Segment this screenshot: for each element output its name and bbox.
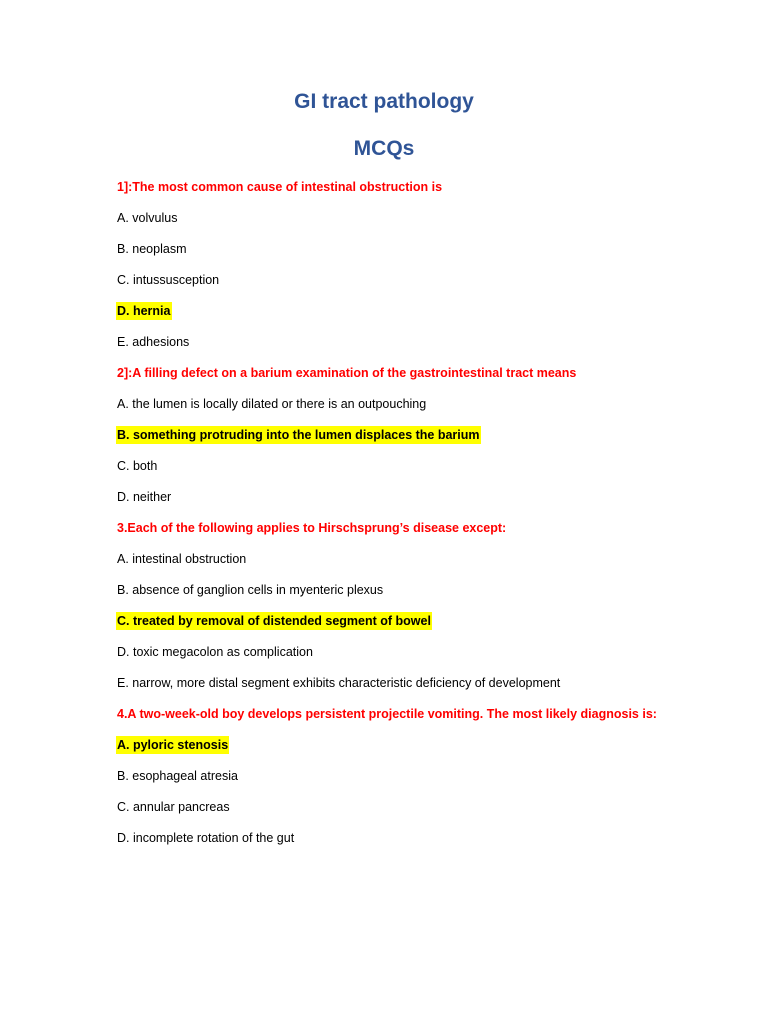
q3-option-c-correct: C. treated by removal of distended segment of bowel [117, 614, 431, 628]
q4-option-c: C. annular pancreas [117, 800, 230, 814]
q2-option-d: D. neither [117, 490, 172, 504]
q1-option-d-correct: D. hernia [117, 304, 171, 318]
question-list [116, 178, 736, 860]
question-3: 3.Each of the following applies to Hirschsprung’s disease except: [117, 521, 507, 535]
q1-option-e: E. adhesions [117, 335, 190, 349]
q3-option-a: A. intestinal obstruction [117, 552, 247, 566]
q4-option-a-correct: A. pyloric stenosis [117, 738, 229, 752]
page-title: GI tract pathology [294, 90, 474, 113]
q3-option-e: E. narrow, more distal segment exhibits characteristic deficiency of development [117, 676, 561, 690]
q4-option-b: B. esophageal atresia [117, 769, 238, 783]
q2-option-b-correct: B. something protruding into the lumen displaces the barium [117, 428, 480, 442]
q2-option-c: C. both [117, 459, 158, 473]
q3-option-b: B. absence of ganglion cells in myenteric plexus [117, 583, 384, 597]
q3-option-d: D. toxic megacolon as complication [117, 645, 313, 659]
question-2: 2]:A filling defect on a barium examination of the gastrointestinal tract means [117, 366, 577, 380]
question-4: 4.A two-week-old boy develops persistent projectile vomiting. The most likely diagnosis is: [117, 707, 657, 721]
page-subtitle: MCQs [353, 137, 415, 160]
q1-option-c: C. intussusception [117, 273, 220, 287]
q2-option-a: A. the lumen is locally dilated or there is an outpouching [117, 397, 427, 411]
question-1: 1]:The most common cause of intestinal obstruction is [117, 180, 443, 194]
q4-option-d: D. incomplete rotation of the gut [117, 831, 295, 845]
q1-option-a: A. volvulus [117, 211, 178, 225]
q1-option-b: B. neoplasm [117, 242, 187, 256]
